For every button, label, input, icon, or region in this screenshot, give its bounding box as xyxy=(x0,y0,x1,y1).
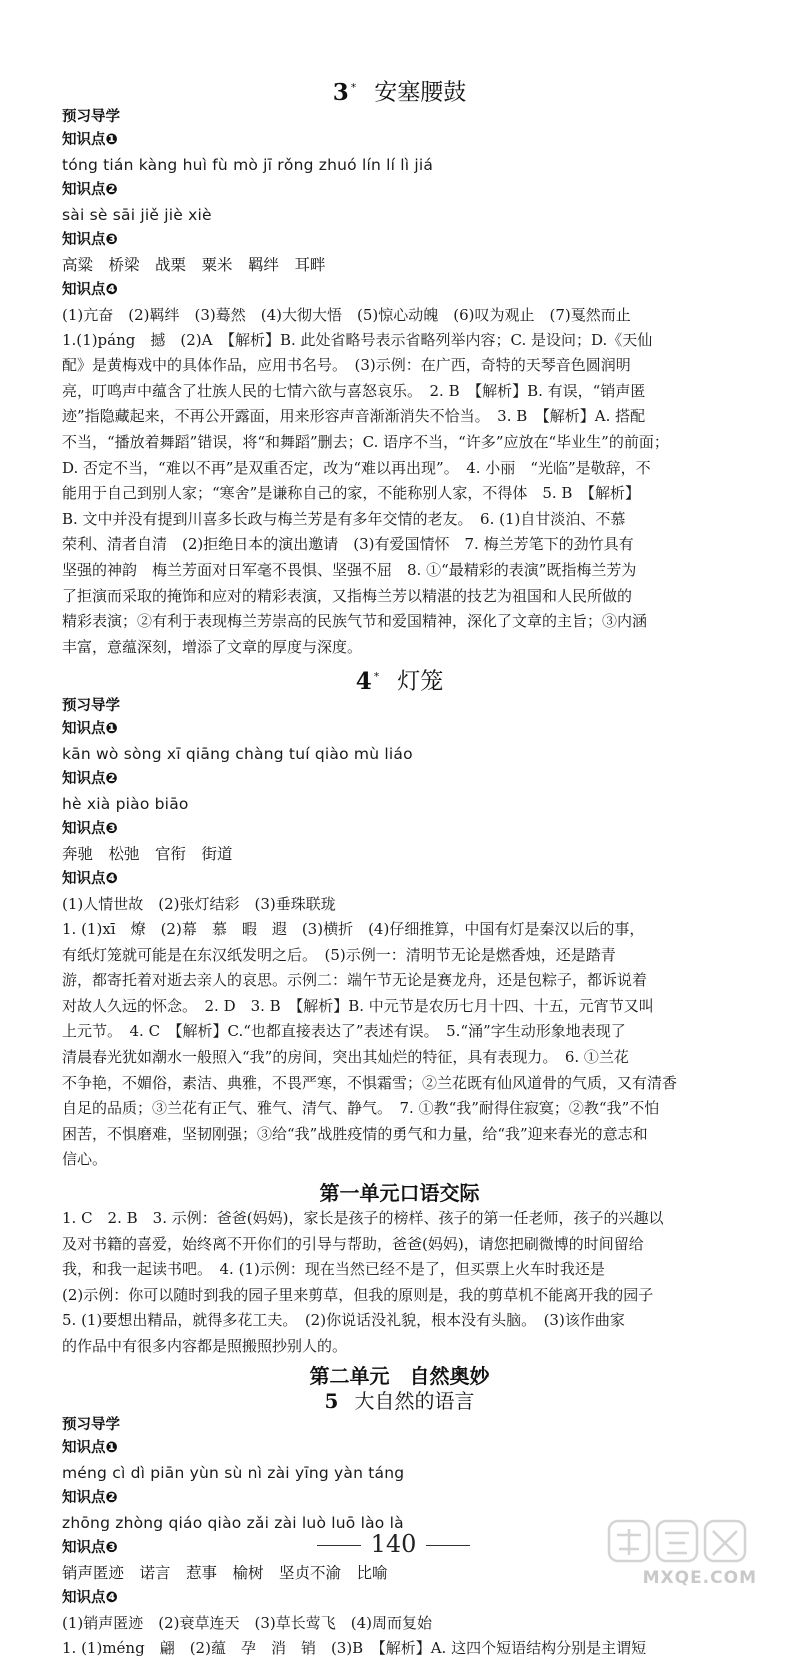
lesson-4-title xyxy=(62,664,737,695)
knowledge-point-1: 知识点❶ xyxy=(62,721,118,738)
answer-line: 坚强的神韵 梅兰芳面对日军毫不畏惧、坚强不屈 8. ①“最精彩的表演”既指梅兰芳为 xyxy=(62,561,637,579)
pinyin-line: tóng tián kàng huì fù mò jī rǒng zhuó lín lí lì jiá xyxy=(62,155,434,174)
idiom-list: (1)销声匿迹 (2)衰草连天 (3)草长莺飞 (4)周而复始 xyxy=(62,1613,432,1632)
answer-line: 1. (1)xī 燎 (2)幕 慕 暇 遐 (3)横折 (4)仔细推算，中国有灯是秦汉以后的事， xyxy=(62,920,645,939)
knowledge-point-3: 知识点❸ xyxy=(62,1539,118,1556)
answer-line: 荣利、清者自清 (2)拒绝日本的演出邀请 (3)有爱国情怀 7. 梅兰芳笔下的劲竹具有 xyxy=(62,535,634,554)
pinyin-line: kān wò sòng xī qiāng chàng tuí qiào mù liáo xyxy=(62,745,413,764)
answer-line: 上元节。 4. C 【解析】C.“也都直接表达了”表述有误。 5.“涌”字生动形象地表现了 xyxy=(62,1022,626,1041)
knowledge-point-3: 知识点❸ xyxy=(62,231,118,248)
answer-line: 清晨春光犹如潮水一般照入“我”的房间，突出其灿烂的特征，具有表现力。 6. ①兰花 xyxy=(62,1048,629,1066)
answer-line: 不当，“播放着舞蹈”错误，将“和舞蹈”删去；C. 语序不当，“许多”应放在“毕业生”的前面； xyxy=(62,433,669,452)
lesson-5-title xyxy=(62,1389,737,1414)
answer-line: 1.(1)páng 撼 (2)A 【解析】B. 此处省略号表示省略列举内容；C. 是设问；D.《天仙 xyxy=(62,330,653,349)
footer-dash-right xyxy=(426,1545,470,1546)
answer-line: 困苦，不惧磨难，坚韧刚强；③给“我”战胜疫情的勇气和力量，给“我”迎来春光的意志和 xyxy=(62,1124,648,1143)
knowledge-point-2: 知识点❷ xyxy=(62,771,118,788)
star-mark: * xyxy=(373,670,380,684)
answer-line: D. 否定不当，“难以不再”是双重否定，改为“难以再出现”。 4. 小丽 “光临”是敬辞，不 xyxy=(62,458,651,477)
answer-line: 信心。 xyxy=(62,1150,108,1169)
lesson-title: 灯笼 xyxy=(397,669,444,696)
idiom-list: (1)人情世故 (2)张灯结彩 (3)垂珠联珑 xyxy=(62,895,336,914)
answer-line: 了拒演而采取的掩饰和应对的精彩表演，又指梅兰芳以精湛的技艺为祖国和人民所做的 xyxy=(62,586,633,605)
answer-line: 游，都寄托着对逝去亲人的哀思。示例二：端午节无论是赛龙舟，还是包粽子，都诉说着 xyxy=(62,971,648,990)
answer-line: 自足的品质；③兰花有正气、雅气、清气、静气。 7. ①教“我”耐得住寂寞；②教“我”不怕 xyxy=(62,1099,660,1118)
lesson-title: 大自然的语言 xyxy=(354,1388,475,1413)
lesson-3-title xyxy=(62,75,737,106)
answer-line: 配》是黄梅戏中的具体作品，应用书名号。 (3)示例：在广西，奇特的天琴音色圆润明 xyxy=(62,356,631,375)
unit-2-title: 第二单元 自然奥妙 xyxy=(309,1363,490,1388)
word-list: 奔驰 松弛 官衔 街道 xyxy=(62,845,233,864)
knowledge-point-4: 知识点❹ xyxy=(62,871,118,888)
answer-line: 1. (1)méng 翩 (2)蕴 孕 消 销 (3)B 【解析】A. 这四个短语结构分别是主谓短 xyxy=(62,1638,647,1657)
preview-heading: 预习导学 xyxy=(62,1416,120,1433)
knowledge-point-3: 知识点❸ xyxy=(62,821,118,838)
word-list: 高粱 桥梁 战栗 粟米 羁绊 耳畔 xyxy=(62,255,326,274)
answer-line: 精彩表演；②有利于表现梅兰芳崇高的民族气节和爱国精神，深化了文章的主旨；③内涵 xyxy=(62,612,648,631)
watermark-text: MXQE.COM xyxy=(642,1568,757,1588)
star-mark: * xyxy=(350,81,357,94)
answer-line: 丰富，意蕴深刻，增添了文章的厚度与深度。 xyxy=(62,637,363,656)
answer-line: 对故人久远的怀念。 2. D 3. B 【解析】B. 中元节是农历七月十四、十五，元宵节又叫 xyxy=(62,996,654,1015)
lesson-number: 3 xyxy=(332,78,349,106)
knowledge-point-1: 知识点❶ xyxy=(62,1439,118,1456)
footer-dash-left xyxy=(317,1545,361,1546)
knowledge-point-4: 知识点❹ xyxy=(62,1589,118,1606)
lesson-4-answers xyxy=(62,917,737,1173)
answer-line: 亮，叮鸣声中蕴含了壮族人民的七情六欲与喜怒哀乐。 2. B 【解析】B. 有误，“销声匿 xyxy=(62,381,646,400)
knowledge-point-2: 知识点❷ xyxy=(62,1489,118,1506)
knowledge-point-4: 知识点❹ xyxy=(62,281,118,298)
word-list: 销声匿迹 诺言 惹事 榆树 坚贞不渝 比喻 xyxy=(62,1563,388,1582)
page-number: 140 xyxy=(370,1530,417,1558)
answer-line: (2)示例：你可以随时到我的园子里来剪草，但我的原则是，我的剪草机不能离开我的园子 xyxy=(62,1285,654,1304)
lesson-3-answers xyxy=(62,328,737,661)
answer-line: 我，和我一起读书吧。 4. (1)示例：现在当然已经不是了，但买票上火车时我还是 xyxy=(62,1260,605,1279)
answer-line: B. 文中并没有提到川喜多长政与梅兰芳是有多年交情的老友。 6. (1)自甘淡泊、不慕 xyxy=(62,509,626,528)
answer-line: 不争艳，不媚俗，素洁、典雅，不畏严寒，不惧霜雪；②兰花既有仙风道骨的气质，又有清香 xyxy=(62,1073,678,1092)
answer-line: 5. (1)要想出精品，就得多花工夫。 (2)你说话没礼貌，根本没有头脑。 (3)该作曲家 xyxy=(62,1311,625,1330)
answer-line: 及对书籍的喜爱，始终离不开你们的引导与帮助，爸爸(妈妈)，请您把刷微博的时间留给 xyxy=(62,1234,644,1253)
pinyin-line: zhōng zhòng qiáo qiào zǎi zài luò luō lào là xyxy=(62,1513,404,1532)
answer-line: 能用于自己到别人家；“寒舍”是谦称自己的家，不能称别人家，不得体 5. B 【解析】 xyxy=(62,484,640,503)
answer-line: 1. C 2. B 3. 示例：爸爸(妈妈)，家长是孩子的榜样、孩子的第一任老师，孩子的兴趣以 xyxy=(62,1208,664,1227)
lesson-title: 安塞腰鼓 xyxy=(374,79,467,106)
knowledge-point-2: 知识点❷ xyxy=(62,181,118,198)
answer-line: 有纸灯笼就可能是在东汉纸发明之后。 (5)示例一：清明节无论是燃香烛，还是踏青 xyxy=(62,945,616,964)
lesson-number: 5 xyxy=(324,1388,339,1413)
pinyin-line: méng cì dì piān yùn sù nì zài yīng yàn táng xyxy=(62,1463,405,1482)
pinyin-line: sài sè sāi jiě jiè xiè xyxy=(62,205,212,224)
knowledge-point-1: 知识点❶ xyxy=(62,131,118,148)
oral-section-title: 第一单元口语交际 xyxy=(319,1180,480,1205)
answer-line: 迹”指隐藏起来，不再公开露面，用来形容声音渐渐消失不恰当。 3. B 【解析】A. 搭配 xyxy=(62,407,646,426)
lesson-number: 4 xyxy=(355,668,372,696)
pinyin-line: hè xià piào biāo xyxy=(62,795,189,814)
preview-heading: 预习导学 xyxy=(62,698,120,715)
answer-line: 的作品中有很多内容都是照搬照抄别人的。 xyxy=(62,1336,348,1355)
preview-heading: 预习导学 xyxy=(62,108,120,125)
oral-answers xyxy=(62,1206,737,1360)
idiom-list: (1)亢奋 (2)羁绊 (3)蓦然 (4)大彻大悟 (5)惊心动魄 (6)叹为观止 (7)戛然而止 xyxy=(62,305,631,324)
